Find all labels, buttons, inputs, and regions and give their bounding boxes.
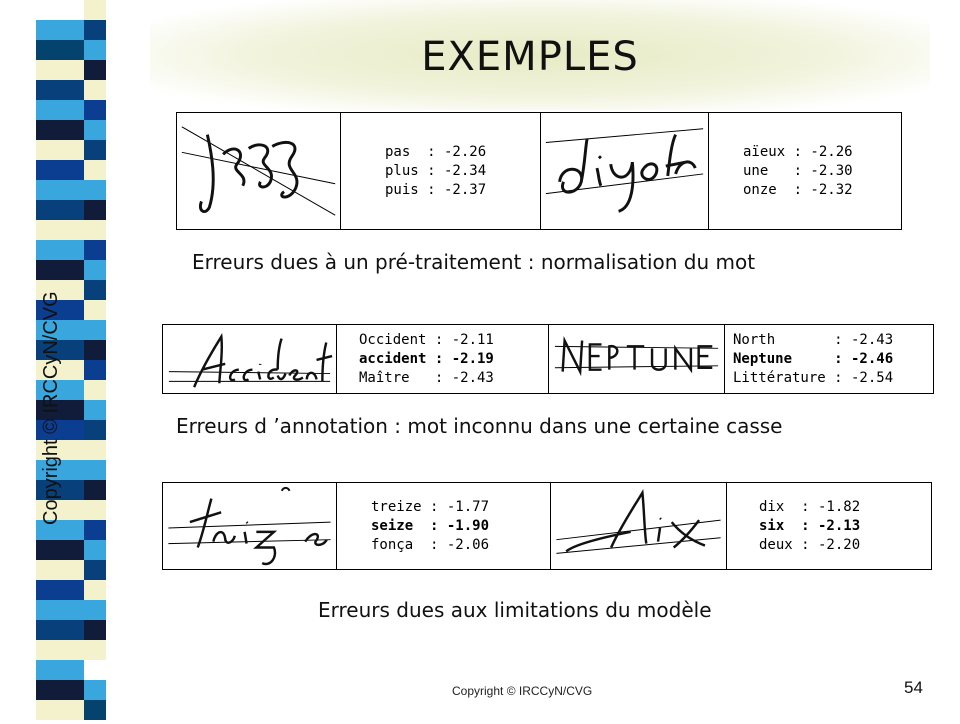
- stripe-block: [84, 680, 106, 701]
- candidate: puis : -2.37: [385, 181, 487, 198]
- page-number: 54: [904, 678, 923, 697]
- stripe-block: [36, 0, 84, 21]
- candidate-list: [727, 483, 931, 569]
- stripe-block: [84, 640, 106, 661]
- stripe-block: [84, 380, 106, 401]
- stripe-block: [84, 280, 106, 301]
- vertical-copyright: Copyright © IRCCyN/CVG: [40, 291, 62, 525]
- stripe-block: [84, 240, 106, 261]
- stripe-block: [84, 620, 106, 641]
- candidate: une : -2.30: [743, 162, 853, 179]
- candidate: North : -2.43: [733, 331, 894, 348]
- stripe-block: [84, 700, 106, 720]
- word-image-accident: [163, 325, 337, 393]
- stripe-block: [84, 340, 106, 361]
- candidate: fonça : -2.06: [371, 536, 490, 553]
- word-image-seize: [163, 483, 337, 569]
- stripe-block: [84, 120, 106, 141]
- stripe-block: [84, 600, 106, 621]
- stripe-block: [36, 200, 84, 221]
- candidate-list: [341, 113, 541, 229]
- word-image-dijon: [541, 113, 709, 229]
- candidate-list: [337, 483, 551, 569]
- candidate-correct: seize : -1.90: [371, 517, 490, 534]
- stripe-block: [84, 500, 106, 521]
- stripe-block: [84, 140, 106, 161]
- candidate-correct: accident : -2.19: [359, 350, 494, 367]
- example-row-annotation: [162, 324, 934, 394]
- stripe-block: [84, 160, 106, 181]
- stripe-block: [84, 300, 106, 321]
- stripe-block: [84, 440, 106, 461]
- stripe-block: [84, 460, 106, 481]
- example-row-model-limits: [162, 482, 932, 570]
- candidate-list: [709, 113, 901, 229]
- stripe-block: [36, 240, 84, 261]
- candidate-correct: Neptune : -2.46: [733, 350, 894, 367]
- candidate-correct: six : -2.13: [759, 517, 861, 534]
- word-image-jazz: [177, 113, 341, 229]
- stripe-block: [84, 100, 106, 121]
- slide-title: EXEMPLES: [421, 34, 639, 80]
- stripe-block: [36, 660, 84, 681]
- candidate: treize : -1.77: [371, 498, 490, 515]
- stripe-block: [84, 320, 106, 341]
- candidate: Maître : -2.43: [359, 369, 494, 386]
- stripe-block: [36, 220, 84, 241]
- stripe-block: [84, 260, 106, 281]
- candidate: Occident : -2.11: [359, 331, 494, 348]
- stripe-block: [84, 560, 106, 581]
- candidate: onze : -2.32: [743, 181, 853, 198]
- stripe-block: [84, 420, 106, 441]
- stripe-block: [36, 620, 84, 641]
- stripe-block: [36, 680, 84, 701]
- stripe-block: [36, 100, 84, 121]
- footer-copyright: Copyright © IRCCyN/CVG: [452, 684, 593, 698]
- stripe-block: [84, 220, 106, 241]
- caption-preprocessing: Erreurs dues à un pré-traitement : normalisation du mot: [192, 250, 756, 274]
- stripe-block: [36, 160, 84, 181]
- word-image-six: [551, 483, 727, 569]
- candidate: Littérature : -2.54: [733, 369, 894, 386]
- stripe-block: [84, 580, 106, 601]
- stripe-block: [36, 700, 84, 720]
- stripe-block: [36, 80, 84, 101]
- candidate: plus : -2.34: [385, 162, 487, 179]
- stripe-block: [36, 600, 84, 621]
- candidate-list: [337, 325, 549, 393]
- stripe-block: [36, 560, 84, 581]
- candidate-list: [725, 325, 933, 393]
- stripe-block: [84, 0, 106, 21]
- caption-annotation: Erreurs d ’annotation : mot inconnu dans une certaine casse: [176, 414, 783, 438]
- candidate: aïeux : -2.26: [743, 143, 853, 160]
- stripe-block: [84, 180, 106, 201]
- stripe-block: [36, 120, 84, 141]
- candidate: dix : -1.82: [759, 498, 861, 515]
- stripe-block: [36, 640, 84, 661]
- stripe-block: [84, 360, 106, 381]
- stripe-block: [84, 480, 106, 501]
- stripe-block: [84, 520, 106, 541]
- stripe-block: [84, 660, 106, 681]
- candidate: deux : -2.20: [759, 536, 861, 553]
- stripe-block: [84, 540, 106, 561]
- stripe-block: [36, 580, 84, 601]
- caption-model-limits: Erreurs dues aux limitations du modèle: [318, 598, 712, 622]
- example-row-preprocessing: [176, 112, 902, 230]
- stripe-block: [84, 200, 106, 221]
- stripe-block: [36, 140, 84, 161]
- stripe-block: [36, 540, 84, 561]
- stripe-block: [84, 80, 106, 101]
- candidate: pas : -2.26: [385, 143, 487, 160]
- word-image-neptune: [549, 325, 725, 393]
- stripe-block: [36, 180, 84, 201]
- stripe-block: [84, 400, 106, 421]
- stripe-block: [36, 260, 84, 281]
